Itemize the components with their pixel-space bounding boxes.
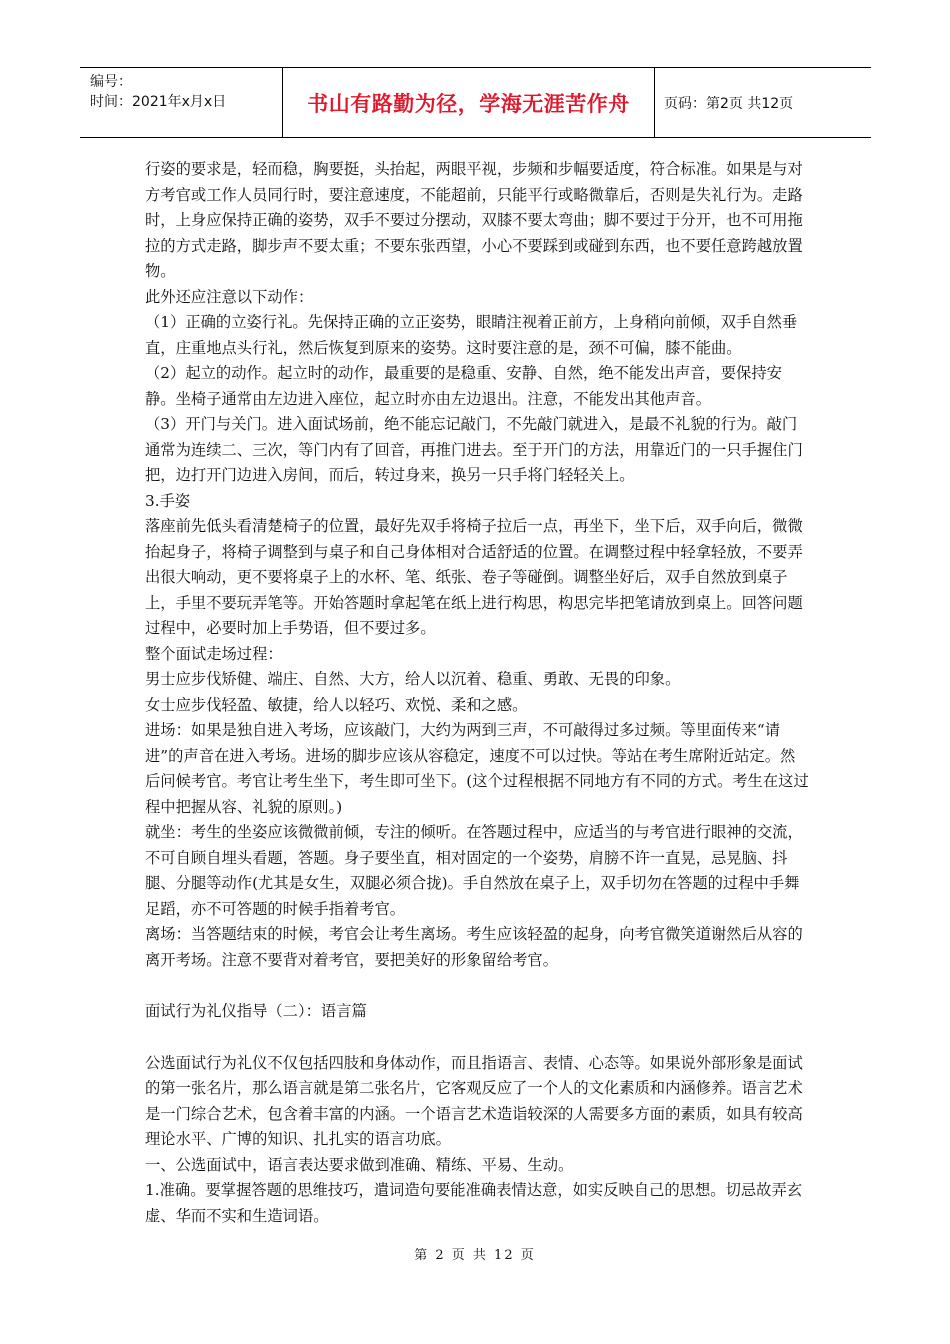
document-number-label: 编号： (90, 74, 132, 90)
paragraph: （3）开门与关门。进入面试场前，绝不能忘记敲门，不先敲门就进入，是最不礼貌的行为。敲门通常为连续二、三次，等门内有了回音，再推门进去。至于开门的方法，用靠近门的一只手握住门把，边打开门边进入房间，而后，转过身来，换另一只手将门轻轻关上。 (145, 415, 803, 484)
paragraph: 1.准确。要掌握答题的思维技巧，遣词造句要能准确表情达意，如实反映自己的思想。切忌故弄玄虚、华而不实和生造词语。 (145, 1181, 803, 1225)
paragraph: 就坐：考生的坐姿应该微微前倾，专注的倾听。在答题过程中，应适当的与考官进行眼神的交流，不可自顾自埋头看题，答题。身子要坐直，相对固定的一个姿势，肩膀不许一直晃，忌晃脑、抖腿、分腿等动作(尤其是女生，双腿必须合拢)。手自然放在桌子上，双手切勿在答题的过程中手舞足蹈，亦不可答题的时候手指着考官。 (145, 823, 803, 918)
paragraph: 此外还应注意以下动作： (145, 287, 314, 306)
header-page-info: 页码：第2页 共12页 (664, 95, 794, 112)
document-body (145, 157, 810, 1229)
section-title: 面试行为礼仪指导（二）：语言篇 (145, 1002, 367, 1020)
paragraph: 一、公选面试中，语言表达要求做到准确、精练、平易、生动。 (145, 1155, 574, 1174)
paragraph: 进场：如果是独自进入考场，应该敲门，大约为两到三声，不可敲得过多过频。等里面传来“请进”的声音在进入考场。进场的脚步应该从容稳定，速度不可以过快。等站在考生席附近站定。然后问候考官。考官让考生坐下，考生即可坐下。(这个过程根据不同地方有不同的方式。考生在这过程中把握从容、礼貌的原则。) (145, 721, 809, 816)
spacer (145, 973, 810, 999)
document-date: 时间：2021年x月x日 (90, 94, 227, 110)
paragraph: 公选面试行为礼仪不仅包括四肢和身体动作，而且指语言、表情、心态等。如果说外部形象是面试的第一张名片，那么语言就是第二张名片，它客观反应了一个人的文化素质和内涵修养。语言艺术是一门综合艺术，包含着丰富的内涵。一个语言艺术造诣较深的人需要多方面的素质，如具有较高理论水平、广博的知识、扎扎实的语言功底。 (145, 1053, 803, 1148)
paragraph: 整个面试走场过程： (145, 644, 283, 663)
paragraph: 男士应步伐矫健、端庄、自然、大方，给人以沉着、稳重、勇敢、无畏的印象。 (145, 670, 681, 688)
paragraph: 女士应步伐轻盈、敏捷，给人以轻巧、欢悦、柔和之感。 (145, 695, 528, 714)
paragraph: （2）起立的动作。起立时的动作，最重要的是稳重、安静、自然，绝不能发出声音，要保持安静。坐椅子通常由左边进入座位，起立时亦由左边退出。注意，不能发出其他声音。 (145, 364, 782, 408)
page-header (80, 67, 871, 138)
spacer (145, 1025, 810, 1051)
paragraph: 离场：当答题结束的时候，考官会让考生离场。考生应该轻盈的起身，向考官微笑道谢然后从容的离开考场。注意不要背对着考官，要把美好的形象留给考官。 (145, 925, 803, 969)
paragraph: （1）正确的立姿行礼。先保持正确的立正姿势，眼睛注视着正前方，上身稍向前倾，双手自然垂直，庄重地点头行礼，然后恢复到原来的姿势。这时要注意的是，颈不可偏，膝不能曲。 (145, 313, 798, 357)
subheading: 3.手姿 (145, 491, 191, 510)
header-meta (80, 68, 283, 137)
paragraph: 行姿的要求是，轻而稳，胸要挺，头抬起，两眼平视，步频和步幅要适度，符合标准。如果是与对方考官或工作人员同行时，要注意速度，不能超前，只能平行或略微靠后，否则是失礼行为。走路时，上身应保持正确的姿势，双手不要过分摆动，双膝不要太弯曲；脚不要过于分开，也不可用拖拉的方式走路，脚步声不要太重；不要东张西望，小心不要踩到或碰到东西，也不要任意跨越放置物。 (145, 160, 803, 280)
paragraph: 落座前先低头看清楚椅子的位置，最好先双手将椅子拉后一点，再坐下，坐下后，双手向后，微微抬起身子，将椅子调整到与桌子和自己身体相对合适舒适的位置。在调整过程中轻拿轻放，不要弄出很大响动，更不要将桌子上的水杯、笔、纸张、卷子等碰倒。调整坐好后，双手自然放到桌子上，手里不要玩弄笔等。开始答题时拿起笔在纸上进行构思，构思完毕把笔请放到桌上。回答问题过程中，必要时加上手势语，但不要过多。 (145, 517, 803, 637)
header-motto: 书山有路勤为径，学海无涯苦作舟 (283, 68, 655, 137)
page-footer: 第 2 页 共 12 页 (414, 1248, 536, 1263)
